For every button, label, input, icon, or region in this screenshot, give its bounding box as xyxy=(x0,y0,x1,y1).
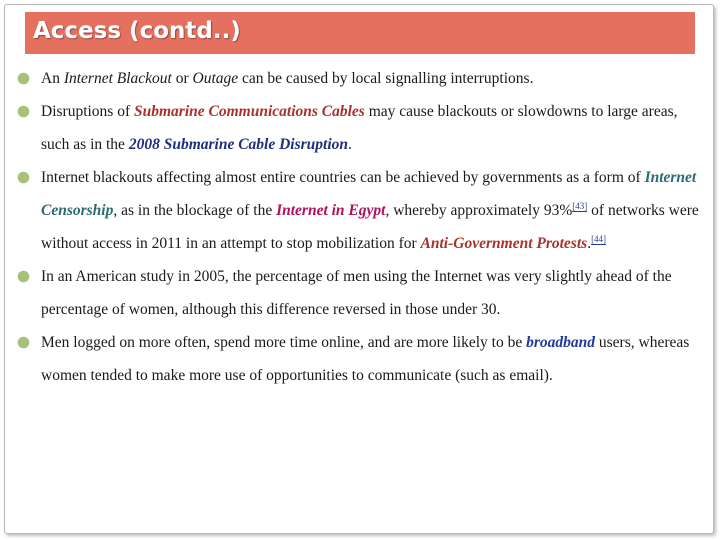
bullet-circle-icon xyxy=(16,170,31,185)
bullet-circle-icon xyxy=(16,269,31,284)
link-internet-censorship[interactable]: Internet Censorship xyxy=(41,169,697,219)
slide-title: Access (contd..) xyxy=(33,18,241,44)
link-submarine-cables[interactable]: Submarine Communications Cables xyxy=(134,103,365,120)
reference-44[interactable]: [44] xyxy=(591,233,607,244)
title-bar xyxy=(25,12,695,54)
bullet-circle-icon xyxy=(16,335,31,350)
link-2008-cable-disruption[interactable]: 2008 Submarine Cable Disruption xyxy=(128,136,349,153)
bullet-circle-icon xyxy=(16,104,31,119)
link-internet-in-egypt[interactable]: Internet in Egypt xyxy=(276,202,386,219)
link-outage[interactable]: Outage xyxy=(192,70,239,87)
link-anti-government-protests[interactable]: Anti-Government Protests xyxy=(420,235,588,252)
bullet-list xyxy=(16,62,706,392)
link-broadband[interactable]: broadband xyxy=(526,334,596,351)
bullet-item: Disruptions of Submarine Communications Cables may cause blackouts or slowdowns to large areas, such as in the 2008 Submarine Cable Disruption. xyxy=(16,95,706,161)
bullet-item: An Internet Blackout or Outage can be caused by local signalling interruptions. xyxy=(16,62,706,95)
bullet-circle-icon xyxy=(16,71,31,86)
bullet-item: Internet blackouts affecting almost entire countries can be achieved by governments as a form of Internet Censorship, as in the blockage of the Internet in Egypt, whereby approximately 93%[43] of networks were without access in 2011 in an attempt to stop mobilization for Anti-Government Protests.[44] xyxy=(16,161,706,260)
reference-43[interactable]: [43] xyxy=(572,200,588,211)
bullet-item: Men logged on more often, spend more time online, and are more likely to be broadband users, whereas women tended to make more use of opportunities to communicate (such as email). xyxy=(16,326,706,392)
link-internet-blackout[interactable]: Internet Blackout xyxy=(63,70,172,87)
bullet-item: In an American study in 2005, the percentage of men using the Internet was very slightly ahead of the percentage of women, although this difference reversed in those under 30. xyxy=(16,260,706,326)
